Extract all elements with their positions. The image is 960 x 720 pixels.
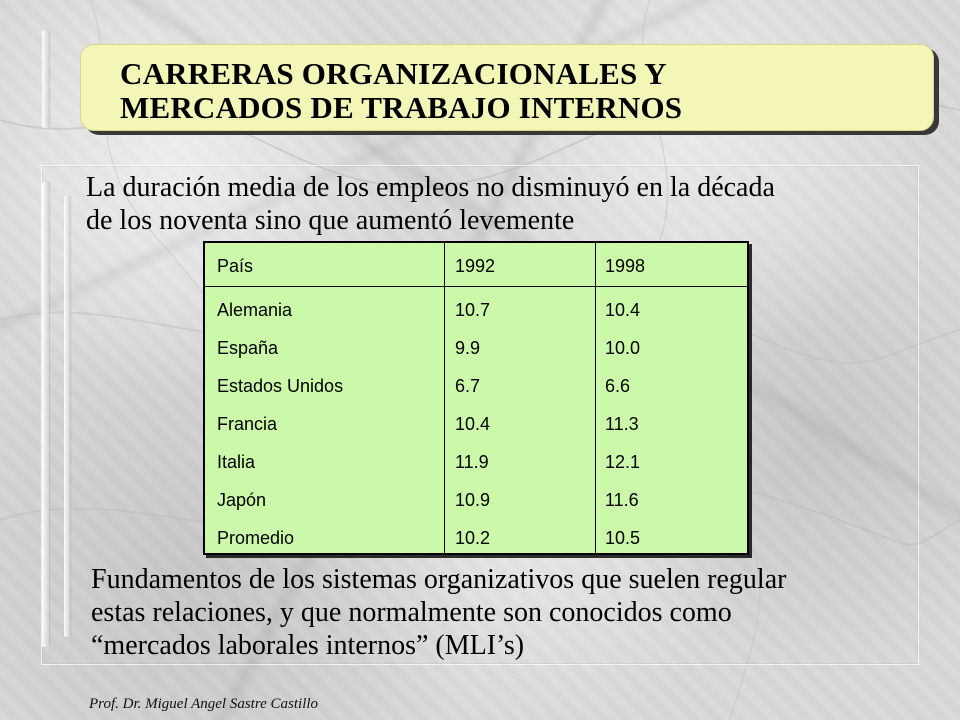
table-cell-country: Francia [217, 414, 278, 434]
title-box [80, 44, 934, 131]
table-cell-1992: 11.9 [455, 452, 489, 472]
table-cell-1998: 11.6 [605, 490, 639, 510]
title-line-2: MERCADOS DE TRABAJO INTERNOS [120, 90, 683, 125]
table-cell-1998: 11.3 [605, 414, 639, 434]
left-decorative-rail-top [42, 30, 49, 128]
table-cell-1998: 12.1 [605, 452, 641, 472]
conclusion-line-3: “mercados laborales internos” (MLI’s) [91, 630, 525, 661]
table-cell-country: Estados Unidos [217, 376, 344, 396]
table-cell-country: Promedio [217, 528, 295, 548]
table-cell-1998: 10.0 [605, 338, 641, 358]
table-cell-1998: 6.6 [605, 376, 631, 396]
employment-duration-table [203, 241, 749, 555]
table-cell-1992: 10.7 [455, 300, 491, 320]
left-decorative-rail-inner [64, 196, 70, 637]
table-column-divider [595, 243, 596, 553]
table-cell-1998: 10.4 [605, 300, 641, 320]
table-column-divider [444, 243, 445, 553]
table-cell-country: Italia [217, 452, 256, 472]
title-banner [80, 44, 939, 135]
table-header-1992: 1992 [455, 256, 496, 276]
table-cell-1992: 10.9 [455, 490, 491, 510]
table-header-1998: 1998 [605, 256, 646, 276]
intro-line-2: de los noventa sino que aumentó levemente [86, 205, 575, 236]
conclusion-line-2: estas relaciones, y que normalmente son conocidos como [91, 597, 732, 628]
data-table-body [203, 241, 749, 555]
table-header-country: País [217, 256, 254, 276]
table-cell-country: Japón [217, 490, 267, 510]
footer-author: Prof. Dr. Miguel Angel Sastre Castillo [89, 696, 319, 712]
table-cell-country: Alemania [217, 300, 293, 320]
intro-line-1: La duración media de los empleos no disminuyó en la década [86, 172, 775, 203]
intro-paragraph [86, 171, 775, 237]
left-decorative-rail-middle [42, 182, 49, 647]
conclusion-line-1: Fundamentos de los sistemas organizativos que suelen regular [91, 564, 787, 595]
table-cell-1992: 10.2 [455, 528, 491, 548]
title-line-1: CARRERAS ORGANIZACIONALES Y [120, 56, 667, 91]
table-cell-country: España [217, 338, 279, 358]
conclusion-paragraph [91, 563, 786, 662]
table-cell-1992: 6.7 [455, 376, 481, 396]
table-cell-1998: 10.5 [605, 528, 641, 548]
table-cell-1992: 9.9 [455, 338, 481, 358]
table-cell-1992: 10.4 [455, 414, 491, 434]
